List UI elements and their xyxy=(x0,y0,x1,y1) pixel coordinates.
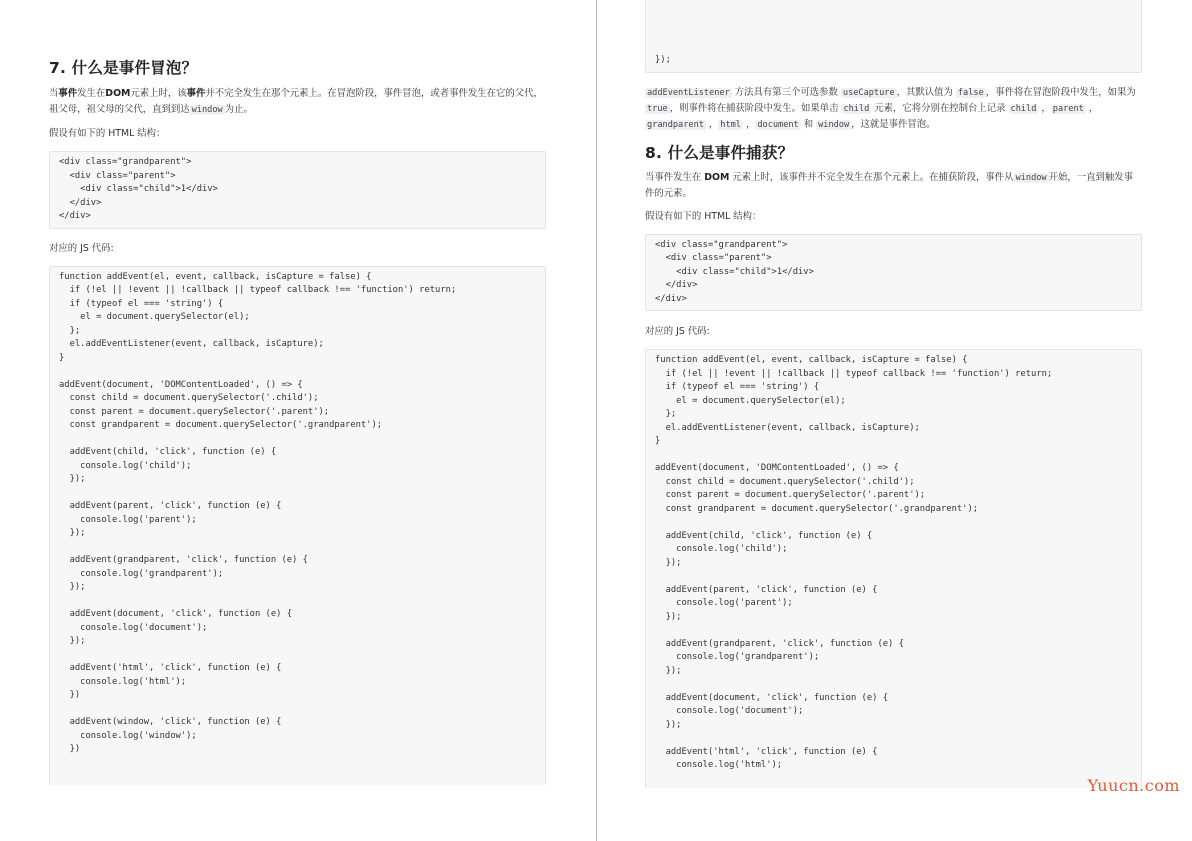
page-content-right xyxy=(645,0,1142,788)
explanation-paragraph xyxy=(645,85,1142,133)
explain-text: ，则事件将在捕获阶段中发生。如果单击 xyxy=(669,102,842,114)
inline-code: window xyxy=(818,119,850,130)
inline-code: html xyxy=(720,119,741,130)
intro-text: 元素上时，该 xyxy=(130,88,187,99)
intro-bold: DOM xyxy=(105,88,131,99)
intro-text: 开始，一直到触发事件的元素。 xyxy=(645,171,1133,199)
explain-text: ， xyxy=(742,118,756,130)
section-7-intro xyxy=(49,86,546,118)
js-code-label: 对应的 JS 代码: xyxy=(49,242,114,254)
section-8-heading: 8. 什么是事件捕获？ xyxy=(645,143,794,162)
inline-code: grandparent xyxy=(647,119,704,130)
intro-text: 当事件发生在 xyxy=(645,171,705,183)
explain-text: 和 xyxy=(800,118,817,130)
document-page-right xyxy=(597,0,1192,841)
inline-code: addEventListener xyxy=(647,87,730,98)
intro-text: 发生在 xyxy=(77,88,106,99)
intro-text: 元素上时，该事件并不完全发生在那个元素上。在捕获阶段，事件从 xyxy=(729,171,1014,183)
html-code-block[interactable]: <div class="grandparent"> <div class="parent"> <div class="child">1</div> </div> </div> xyxy=(645,234,1142,312)
continued-code-block[interactable]: }); xyxy=(645,0,1142,73)
page-content-left xyxy=(49,56,546,785)
inline-code: parent xyxy=(1052,103,1084,114)
explain-text: 方法具有第三个可选参数 xyxy=(731,86,841,98)
js-code-block[interactable]: function addEvent(el, event, callback, isCapture = false) { if (!el || !event || !callback || typeof callback !== 'function') return; if (typeof el === 'string') { el = document.querySelector(el); }; el.addEventListener(event, callback, isCapture); } addEvent(document, 'DOMContentLoaded', () => { const child = document.querySelector('.child'); const parent = document.querySelector('.parent'); const grandparent = document.querySelector('.grandparent'); addEvent(child, 'click', function (e) { console.log('child'); }); addEvent(parent, 'click', function (e) { console.log('parent'); }); addEvent(grandparent, 'click', function (e) { console.log('grandparent'); }); addEvent(document, 'click', function (e) { console.log('document'); }); addEvent('html', 'click', function (e) { console.log('html'); xyxy=(645,349,1142,788)
intro-bold: 事件 xyxy=(186,88,206,99)
inline-code: window xyxy=(1015,172,1047,183)
explain-text: ， xyxy=(1038,102,1051,114)
intro-text: 并不完全发生在那个元素上。在冒泡阶段，事件冒泡，或者事件发生在它的父代，祖父母，祖父母的父代，直到到达 xyxy=(49,88,543,115)
inline-code: child xyxy=(843,103,870,114)
intro-text: 为止。 xyxy=(224,103,253,115)
js-code-block[interactable]: function addEvent(el, event, callback, isCapture = false) { if (!el || !event || !callback || typeof callback !== 'function') return; if (typeof el === 'string') { el = document.querySelector(el); }; el.addEventListener(event, callback, isCapture); } addEvent(document, 'DOMContentLoaded', () => { const child = document.querySelector('.child'); const parent = document.querySelector('.parent'); const grandparent = document.querySelector('.grandparent'); addEvent(child, 'click', function (e) { console.log('child'); }); addEvent(parent, 'click', function (e) { console.log('parent'); }); addEvent(grandparent, 'click', function (e) { console.log('grandparent'); }); addEvent(document, 'click', function (e) { console.log('document'); }); addEvent('html', 'click', function (e) { console.log('html'); }) addEvent(window, 'click', function (e) { console.log('window'); }) xyxy=(49,266,546,785)
explain-text: ， xyxy=(705,118,719,130)
inline-code: false xyxy=(957,87,984,98)
inline-code: child xyxy=(1010,103,1037,114)
html-structure-label: 假设有如下的 HTML 结构： xyxy=(49,128,166,139)
inline-code: true xyxy=(647,103,668,114)
intro-bold: DOM xyxy=(704,171,730,183)
explain-text: 元素，它将分别在控制台上记录 xyxy=(871,102,1009,114)
watermark-logo: Yuucn.com xyxy=(1087,776,1180,795)
intro-text: 当 xyxy=(49,88,59,99)
explain-text: ， xyxy=(1085,102,1099,114)
section-8-intro xyxy=(645,170,1142,202)
js-code-label: 对应的 JS 代码: xyxy=(645,326,710,337)
section-7-heading: 7. 什么是事件冒泡？ xyxy=(49,59,198,77)
explain-text: ，这就是事件冒泡。 xyxy=(851,118,936,130)
inline-code: useCapture xyxy=(842,87,895,98)
explain-text: ，事件将在冒泡阶段中发生，如果为 xyxy=(985,86,1136,98)
inline-code: document xyxy=(757,119,799,130)
explain-text: ，其默认值为 xyxy=(896,86,956,98)
html-structure-label: 假设有如下的 HTML 结构： xyxy=(645,210,762,222)
html-code-block[interactable]: <div class="grandparent"> <div class="parent"> <div class="child">1</div> </div> </div> xyxy=(49,151,546,229)
inline-code: window xyxy=(191,104,223,115)
intro-bold: 事件 xyxy=(58,88,78,99)
